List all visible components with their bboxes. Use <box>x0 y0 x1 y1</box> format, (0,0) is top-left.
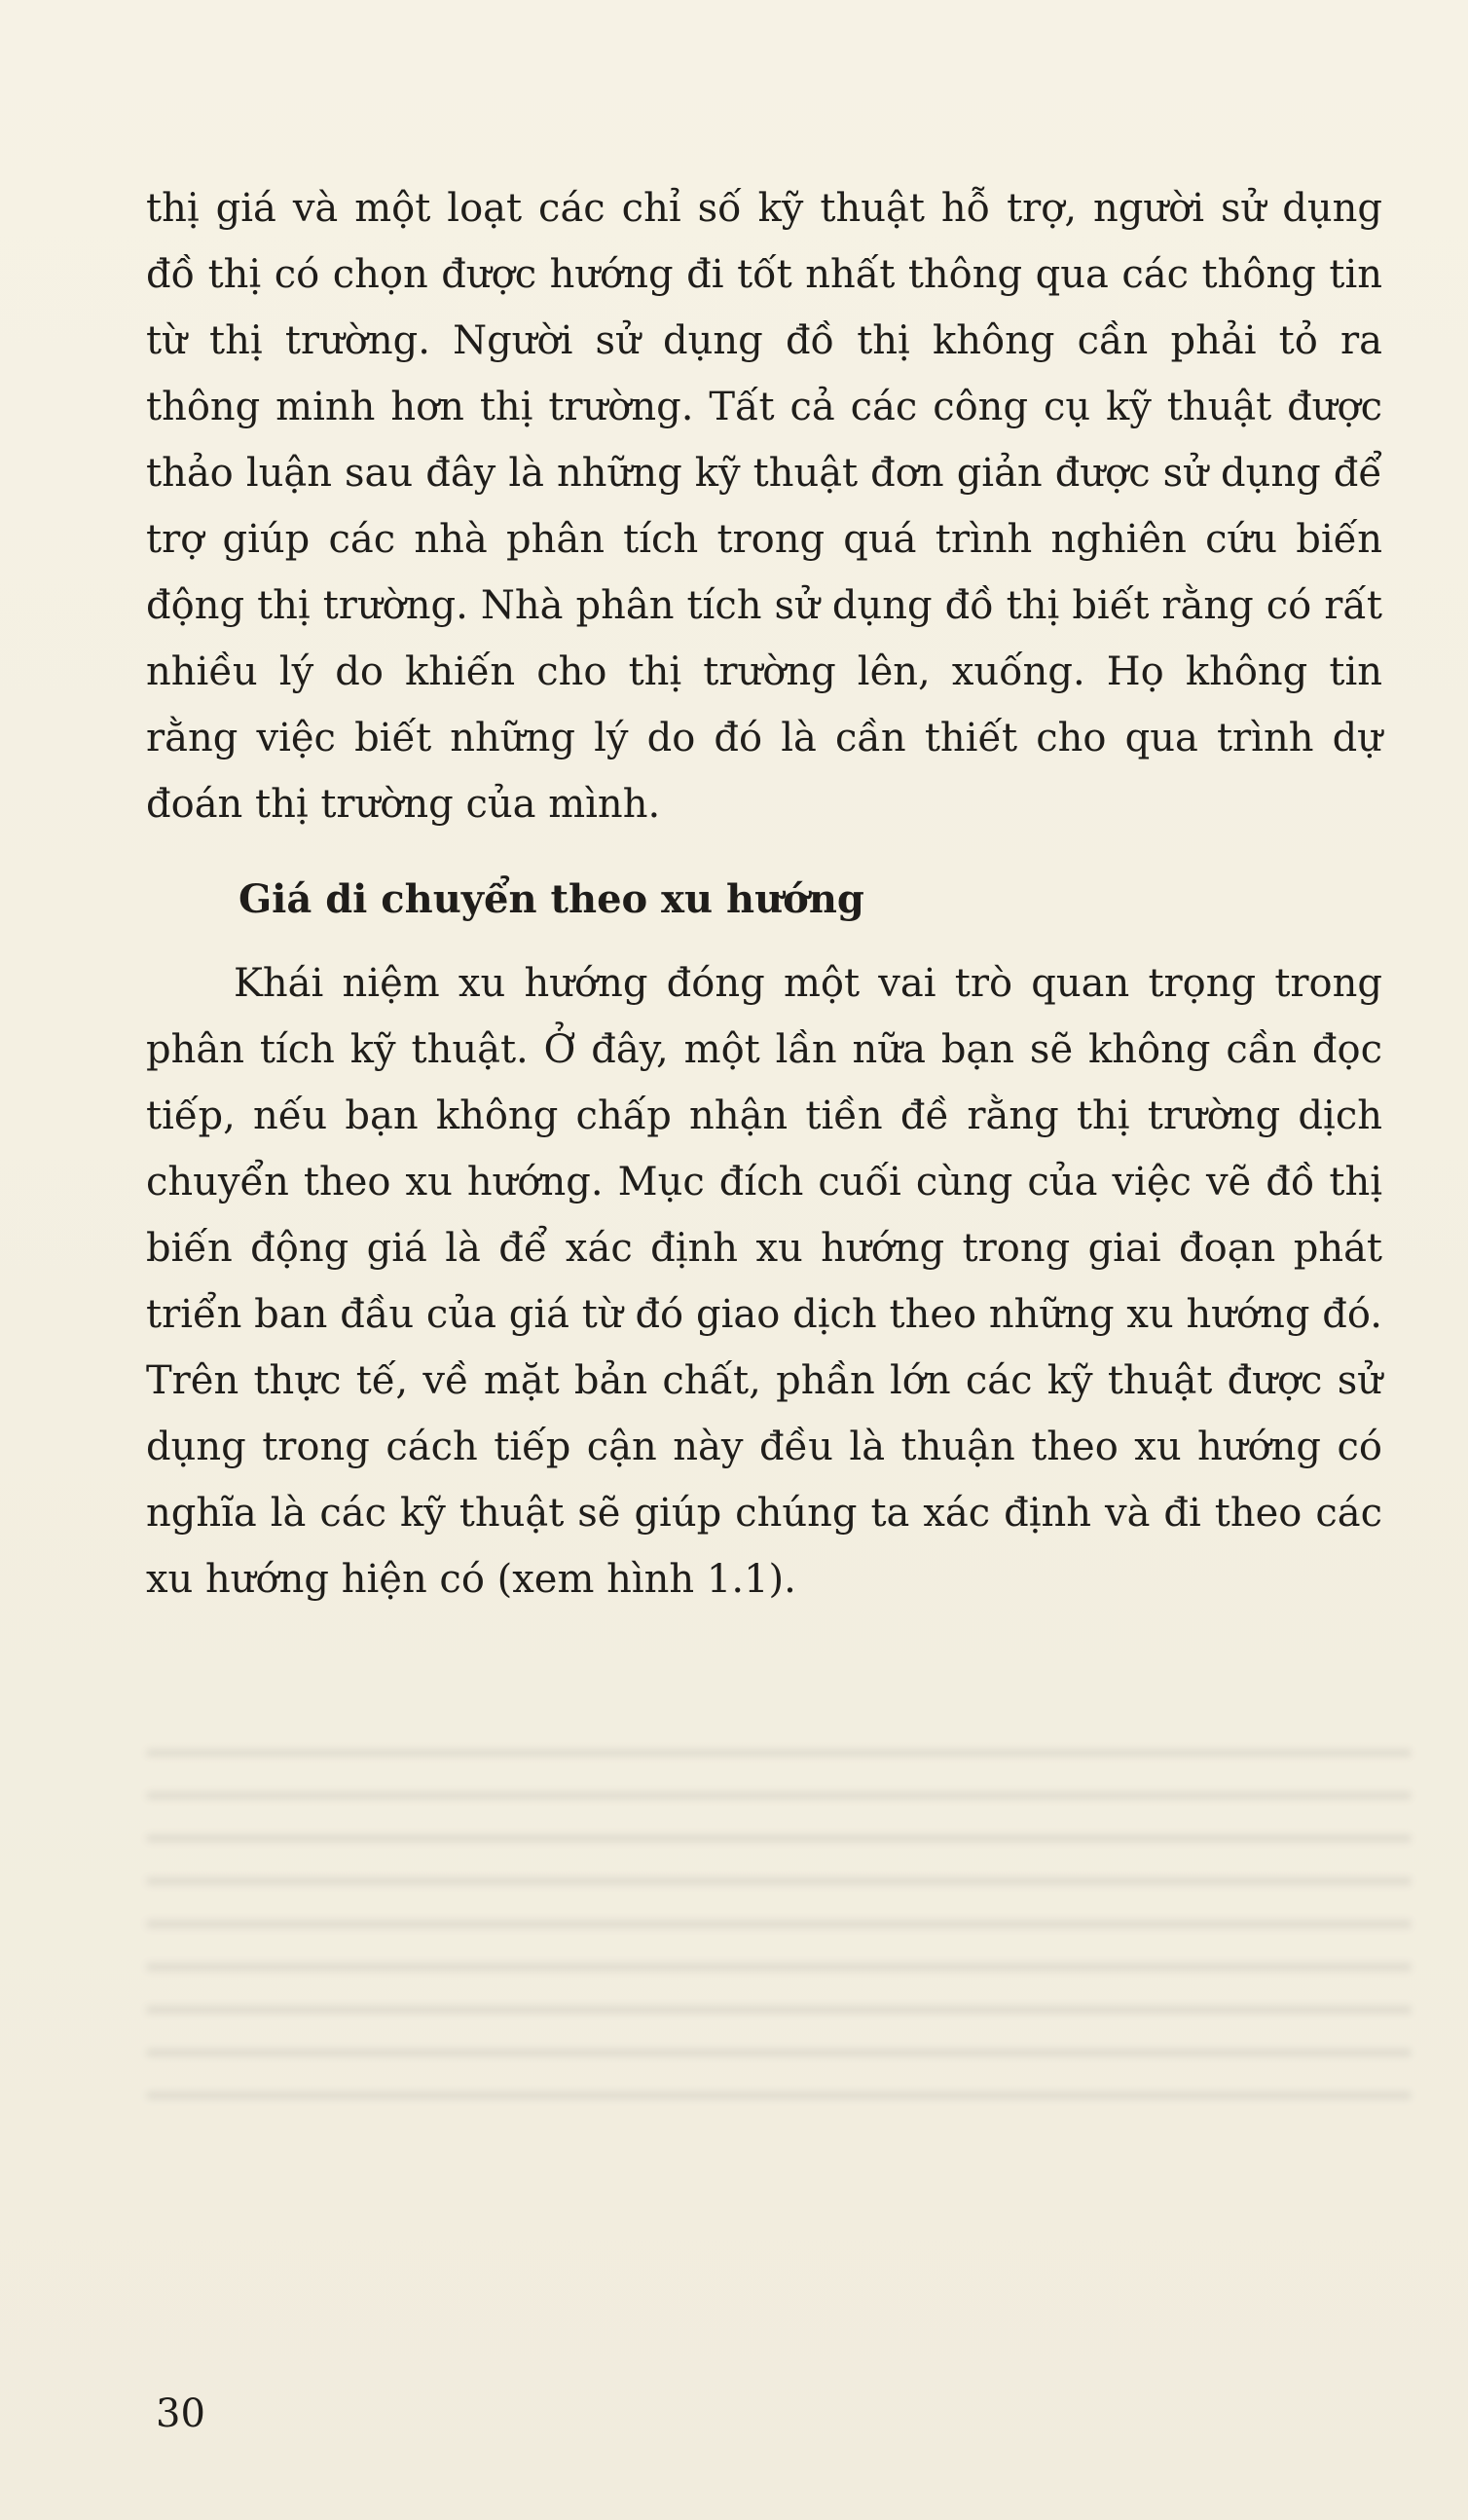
paragraph-intro: thị giá và một loạt các chỉ số kỹ thuật hỗ trợ, người sử dụng đồ thị có chọn được hướng đi tốt nhất thông qua các thông tin từ thị trường. Người sử dụng đồ thị không cần phải tỏ ra thông minh hơn thị trường. Tất cả các công cụ kỹ thuật được thảo luận sau đây là những kỹ thuật đơn giản được sử dụng để trợ giúp các nhà phân tích trong quá trình nghiên cứu biến động thị trường. Nhà phân tích sử dụng đồ thị biết rằng có rất nhiều lý do khiến cho thị trường lên, xuống. Họ không tin rằng việc biết những lý do đó là cần thiết cho qua trình dự đoán thị trường của mình. <box>146 186 1382 827</box>
show-through-text <box>146 1714 1412 2347</box>
section-heading: Giá di chuyển theo xu hướng <box>239 876 864 922</box>
paragraph-trend: Khái niệm xu hướng đóng một vai trò quan trọng trong phân tích kỹ thuật. Ở đây, một lần nữa bạn sẽ không cần đọc tiếp, nếu bạn không chấp nhận tiền đề rằng thị trường dịch chuyển theo xu hướng. Mục đích cuối cùng của việc vẽ đồ thị biến động giá là để xác định xu hướng trong giai đoạn phát triển ban đầu của giá từ đó giao dịch theo những xu hướng đó. Trên thực tế, về mặt bản chất, phần lớn các kỹ thuật được sử dụng trong cách tiếp cận này đều là thuận theo xu hướng có nghĩa là các kỹ thuật sẽ giúp chúng ta xác định và đi theo các xu hướng hiện có (xem hình 1.1). <box>146 961 1382 1602</box>
page-number: 30 <box>156 2391 205 2436</box>
page-content <box>146 175 1382 1612</box>
